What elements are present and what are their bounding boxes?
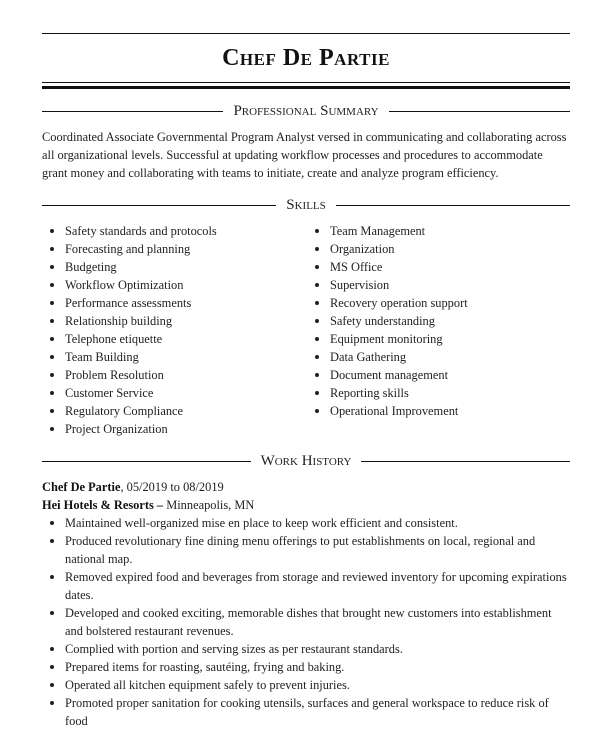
title-rule-thick [42,86,570,89]
list-item: Complied with portion and serving sizes as per restaurant standards. [42,640,570,658]
list-item: Workflow Optimization [42,276,307,294]
list-item: Project Organization [42,420,307,438]
list-item: Forecasting and planning [42,240,307,258]
list-item: Telephone etiquette [42,330,307,348]
list-item: Team Management [307,222,570,240]
list-item: Customer Service [42,384,307,402]
title-rule-thin [42,82,570,83]
skills-list [42,222,570,438]
list-item: Problem Resolution [42,366,307,384]
list-item: Budgeting [42,258,307,276]
list-item: Recovery operation support [307,294,570,312]
list-item: Safety understanding [307,312,570,330]
list-item: Regulatory Compliance [42,402,307,420]
list-item: Relationship building [42,312,307,330]
work-entry [42,478,570,730]
section-label: Skills [286,197,326,213]
skills-column-left [42,222,307,438]
resume-title: Chef De Partie [222,45,390,71]
company-name: Hei Hotels & Resorts – [42,498,164,512]
job-title: Chef De Partie [42,480,121,494]
list-item: Equipment monitoring [307,330,570,348]
list-item: Maintained well-organized mise en place to keep work efficient and consistent. [42,514,570,532]
list-item: Developed and cooked exciting, memorable dishes that brought new customers into establishment and bolstered restaurant revenues. [42,604,570,640]
company-line [42,496,570,514]
section-header-summary [42,102,570,120]
list-item: Operational Improvement [307,402,570,420]
list-item: Reporting skills [307,384,570,402]
list-item: Data Gathering [307,348,570,366]
job-dates: , 05/2019 to 08/2019 [120,480,224,494]
list-item: Removed expired food and beverages from storage and reviewed inventory for upcoming expirations dates. [42,568,570,604]
list-item: Operated all kitchen equipment safely to prevent injuries. [42,676,570,694]
job-bullets [42,514,570,730]
list-item: Performance assessments [42,294,307,312]
list-item: Supervision [307,276,570,294]
list-item: Organization [307,240,570,258]
section-header-work [42,452,570,470]
list-item: Promoted proper sanitation for cooking utensils, surfaces and general workspace to reduce risk of food [42,694,570,730]
list-item: Team Building [42,348,307,366]
list-item: Prepared items for roasting, sautéing, frying and baking. [42,658,570,676]
section-label: Professional Summary [233,103,379,119]
top-rule [42,33,570,34]
list-item: Document management [307,366,570,384]
list-item: Safety standards and protocols [42,222,307,240]
skills-column-right [307,222,570,438]
list-item: MS Office [307,258,570,276]
job-title-line [42,478,570,496]
summary-text: Coordinated Associate Governmental Program Analyst versed in communicating and collaborating across all organizational levels. Successful at updating workflow processes and procedures to accommodate grant money and collaborating with teams to initiate, create and analyze program efficiency. [42,130,567,180]
list-item: Produced revolutionary fine dining menu offerings to put establishments on local, regional and national map. [42,532,570,568]
section-header-skills [42,196,570,214]
job-location: Minneapolis, MN [163,498,255,512]
section-label: Work History [260,453,352,469]
